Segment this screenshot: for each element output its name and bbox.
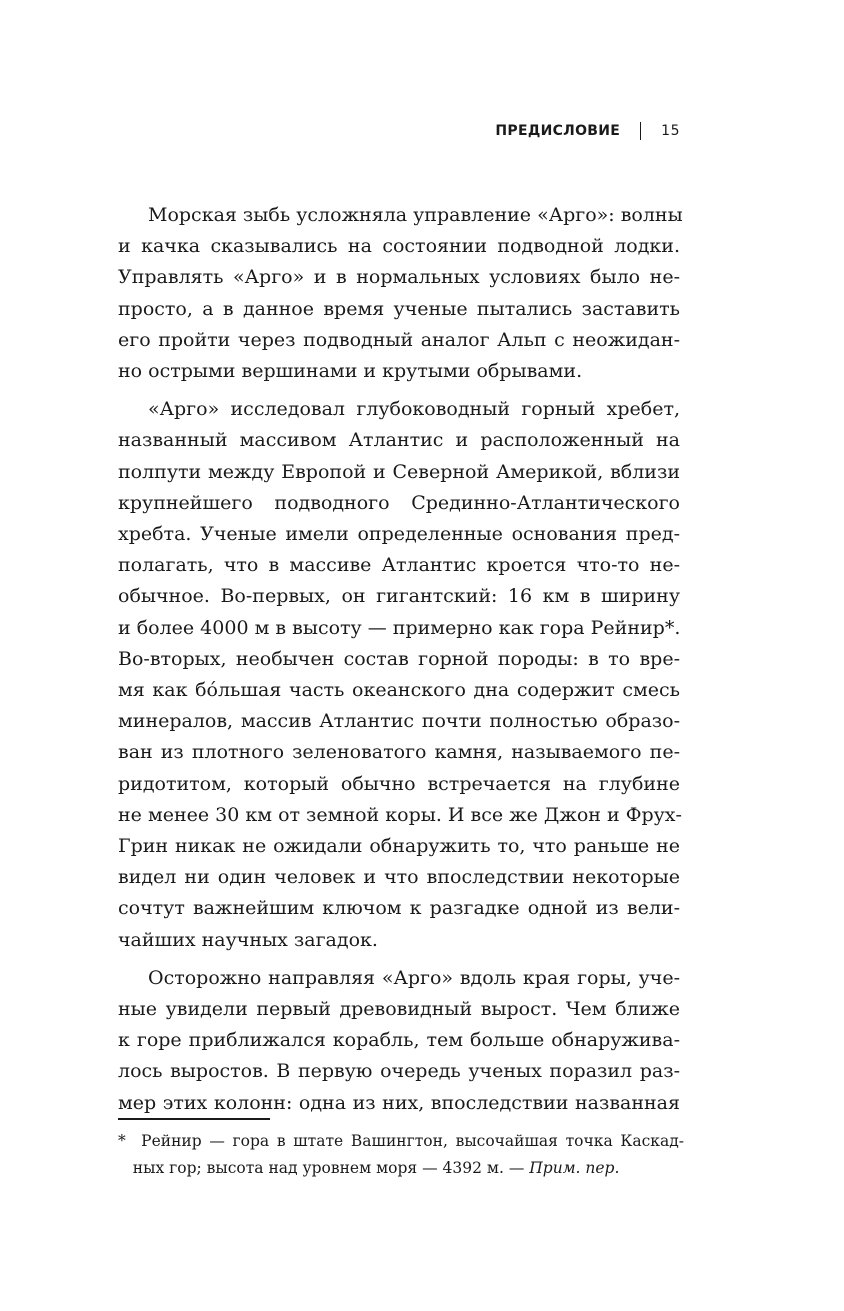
paragraph: [118, 963, 680, 1119]
text-line: Морская зыбь усложняла управление «Арго»: волны: [148, 204, 683, 226]
text-line: сочтут важнейшим ключом к разгадке одной из вели-: [118, 897, 680, 920]
footnote-line: [118, 1128, 684, 1155]
text-line: ван из плотного зеленоватого камня, называемого пе-: [118, 741, 680, 764]
text-line: Осторожно направляя «Арго» вдоль края горы, уче-: [148, 966, 680, 989]
text-line: мер этих колонн: одна из них, впоследствии названная: [118, 1091, 680, 1114]
text-line: лось выростов. В первую очередь ученых поразил раз-: [118, 1060, 680, 1083]
text-line: и более 4000 м в высоту — примерно как гора Рейнир*.: [118, 616, 681, 639]
text-line: мя как бóльшая часть океанского дна содержит смесь: [118, 679, 680, 702]
footnote-line: [118, 1155, 684, 1182]
translator-note: Прим. пер.: [529, 1159, 620, 1177]
footnote: [118, 1128, 684, 1182]
text-line: Грин никак не ожидали обнаружить то, что раньше не: [118, 835, 680, 858]
text-line: «Арго» исследовал глубоководный горный хребет,: [148, 398, 680, 421]
running-header: [495, 122, 680, 140]
body-text: [118, 200, 683, 1126]
text-line: ные увидели первый древовидный вырост. Чем ближе: [118, 998, 680, 1021]
text-line: полпути между Европой и Северной Америкой, вблизи: [118, 460, 680, 483]
text-line: и качка сказывались на состоянии подводной лодки.: [118, 235, 680, 258]
text-line: к горе приближался корабль, тем больше обнаружива-: [118, 1029, 680, 1052]
footnote-text: ных гор; высота над уровнем моря — 4392 м. —: [132, 1159, 525, 1177]
text-line: ридотитом, который обычно встречается на глубине: [118, 772, 680, 795]
text-line: хребта. Ученые имели определенные основания пред-: [118, 523, 680, 546]
text-line: Управлять «Арго» и в нормальных условиях было не-: [118, 266, 680, 289]
text-line: не менее 30 км от земной коры. И все же Джон и Фрух-: [118, 803, 682, 826]
paragraph: [118, 394, 680, 956]
text-line: но острыми вершинами и крутыми обрывами.: [118, 360, 583, 383]
header-divider: [640, 122, 641, 140]
section-title: ПРЕДИСЛОВИЕ: [495, 123, 621, 139]
footnote-marker: *: [118, 1132, 126, 1150]
text-line: полагать, что в массиве Атлантис кроется что-то не-: [118, 554, 680, 577]
paragraph: [118, 200, 683, 387]
text-line: минералов, массив Атлантис почти полностью образо-: [118, 710, 680, 733]
text-line: Во-вторых, необычен состав горной породы: в то вре-: [118, 647, 680, 670]
text-line: обычное. Во-первых, он гигантский: 16 км в ширину: [118, 585, 680, 608]
text-line: его пройти через подводный аналог Альп с неожидан-: [118, 328, 680, 351]
page-number: 15: [661, 123, 680, 139]
text-line: названный массивом Атлантис и расположенный на: [118, 429, 680, 452]
text-line: чайших научных загадок.: [118, 928, 378, 951]
footnote-divider: [118, 1118, 270, 1120]
footnote-text: Рейнир — гора в штате Вашингтон, высочайшая точка Каскад-: [141, 1132, 684, 1150]
text-line: крупнейшего подводного Срединно-Атлантического: [118, 491, 680, 514]
text-line: просто, а в данное время ученые пытались заставить: [118, 297, 680, 320]
text-line: видел ни один человек и что впоследствии некоторые: [118, 866, 680, 889]
